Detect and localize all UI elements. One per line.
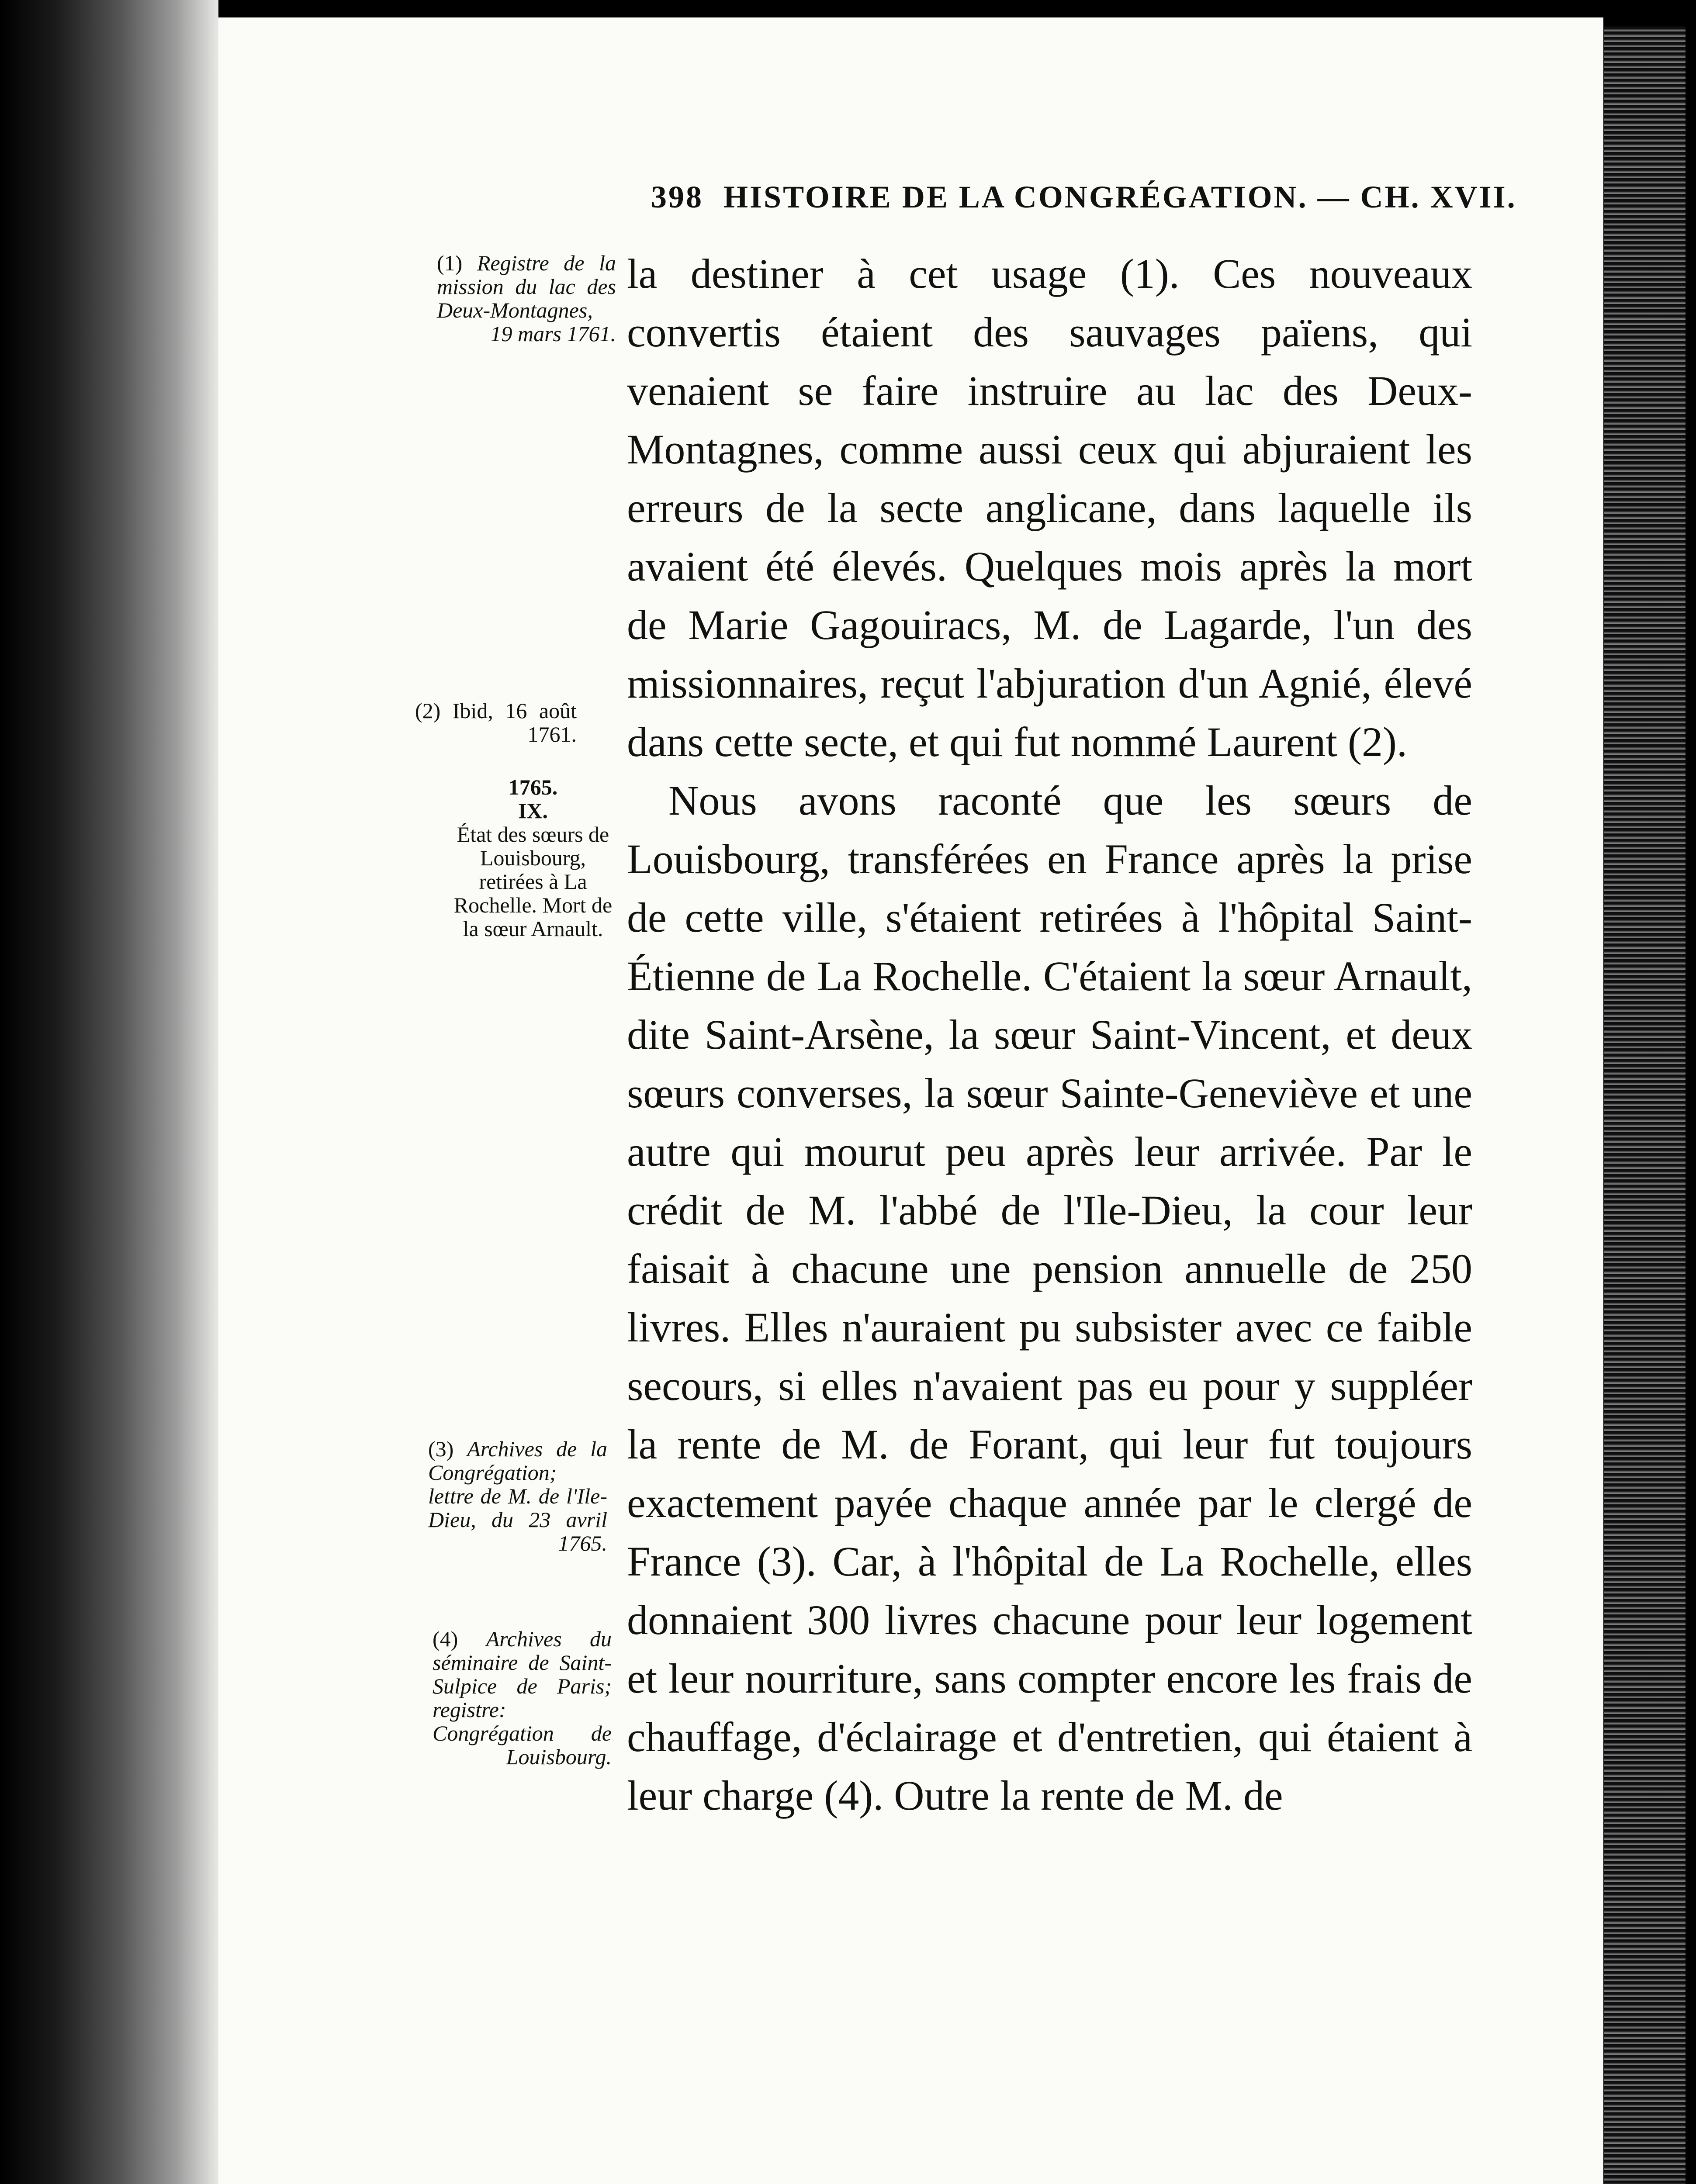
margin-note-3 <box>428 1437 607 1555</box>
page-number: 398 <box>651 180 703 214</box>
margin-note-4 <box>433 1627 612 1769</box>
running-title: HISTOIRE DE LA CONGRÉGATION. — CH. XVII. <box>723 180 1517 214</box>
margin-note-1 <box>437 251 616 346</box>
note-number: (4) <box>433 1627 458 1651</box>
note-text: Registre de la mission du lac des Deux-Montagnes, 19 mars 1761. <box>437 251 616 346</box>
page-fore-edge <box>1604 26 1696 2184</box>
margin-summary <box>446 775 620 940</box>
summary-section: IX. <box>518 798 548 823</box>
note-text: Archives du séminaire de Saint-Sulpice de Paris; registre: Congrégation de Louisbourg. <box>433 1627 612 1769</box>
note-text: Ibid, 16 août 1761. <box>452 698 577 746</box>
scan-top-border <box>0 0 1696 17</box>
summary-text: État des sœurs de Louisbourg, retirées à La Rochelle. Mort de la sœur Arnault. <box>453 822 613 941</box>
note-text: Archives de la Congrégation; lettre de M. de l'Ile-Dieu, du 23 avril 1765. <box>428 1437 607 1555</box>
margin-note-2 <box>415 699 577 746</box>
paragraph: Nous avons raconté que les sœurs de Louisbourg, transférées en France après la prise de cette ville, s'étaient retirées à l'hôpital Saint-Étienne de La Rochelle. C'étaient la sœur Arnault, dite Saint-Arsène, la sœur Saint-Vincent, et deux sœurs converses, la sœur Sainte-Geneviève et une autre qui mourut peu après leur arrivée. Par le crédit de M. l'abbé de l'Ile-Dieu, la cour leur faisait à chacune une pension annuelle de 250 livres. Elles n'auraient pu subsister avec ce faible secours, si elles n'avaient pas eu pour y suppléer la rente de M. de Forant, qui leur fut toujours exactement payée chaque année par le clergé de France (3). Car, à l'hôpital de La Rochelle, elles donnaient 300 livres chacune pour leur logement et leur nourriture, sans compter encore les frais de chauffage, d'éclairage et d'entretien, qui étaient à leur charge (4). Outre la rente de M. de <box>627 777 1472 1819</box>
note-number: (1) <box>437 251 463 275</box>
note-number: (3) <box>428 1437 454 1461</box>
body-text <box>627 245 1472 1825</box>
summary-year: 1765. <box>508 775 558 799</box>
scan-right-border <box>1686 0 1696 2184</box>
running-header <box>651 179 1517 215</box>
note-number: (2) <box>415 698 441 723</box>
paragraph: la destiner à cet usage (1). Ces nouveaux convertis étaient des sauvages païens, qui venaient se faire instruire au lac des Deux-Montagnes, comme aussi ceux qui abjuraient les erreurs de la secte anglicane, dans laquelle ils avaient été élevés. Quelques mois après la mort de Marie Gagouiracs, M. de Lagarde, l'un des missionnaires, reçut l'abjuration d'un Agnié, élevé dans cette secte, et qui fut nommé Laurent (2). <box>627 250 1472 765</box>
book-spine-shadow <box>0 0 218 2184</box>
